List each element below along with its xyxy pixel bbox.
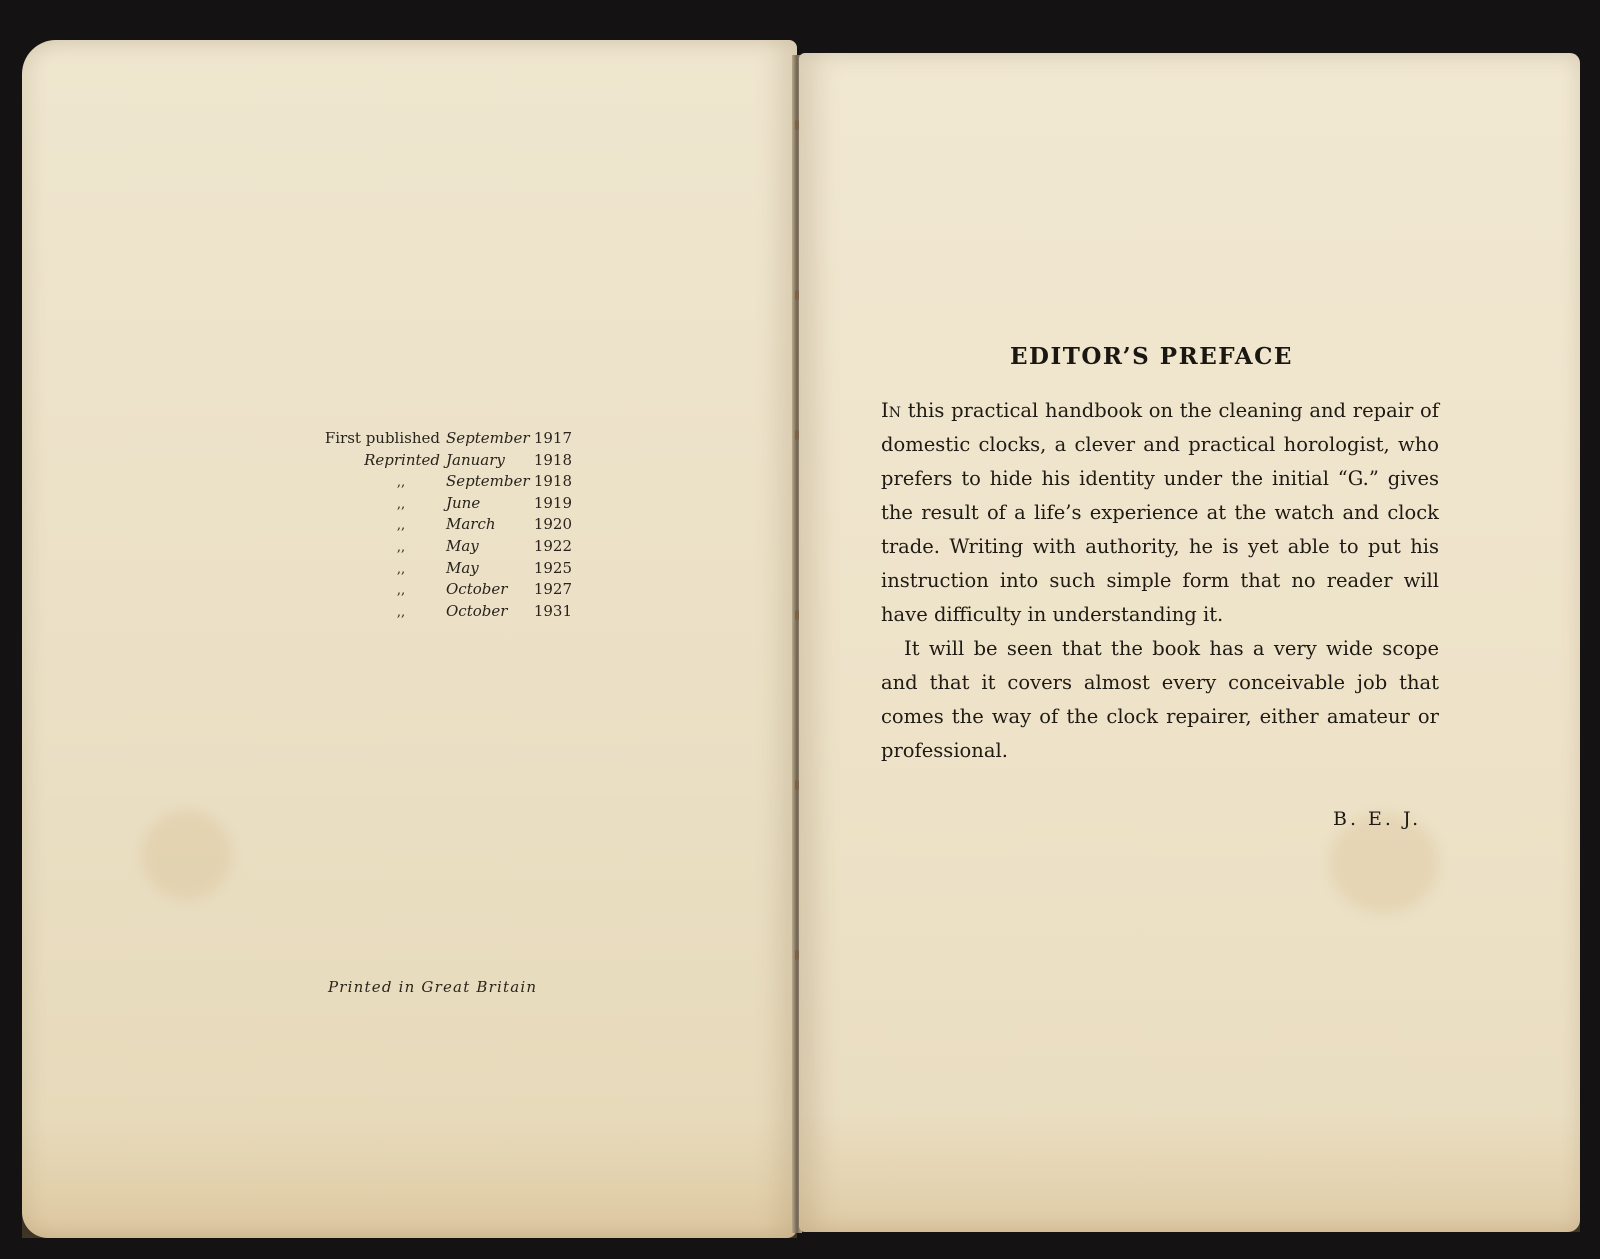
imprint-row xyxy=(282,428,572,450)
imprint-month: May xyxy=(446,536,479,555)
imprint-row xyxy=(282,471,572,493)
imprint-lead: First published xyxy=(324,429,440,447)
preface-body xyxy=(881,394,1439,768)
imprint-year: 1920 xyxy=(533,515,572,534)
preface-paragraph xyxy=(881,394,1439,632)
imprint-month: October xyxy=(446,601,508,620)
ditto-mark: ,, xyxy=(396,475,406,491)
imprint-year: 1917 xyxy=(533,429,572,447)
ditto-mark: ,, xyxy=(396,496,406,512)
imprint-year: 1918 xyxy=(533,472,572,491)
paragraph-text: this practical handbook on the cleaning and repair of domestic clocks, a clever and practical horologist, who prefers to hide his identity under the initial “G.” gives the result of a life’s experience at the watch and clock trade. Writing with authority, he is yet able to put his instruction into such simple form that no reader will have difficulty in understanding it. xyxy=(881,399,1439,626)
imprint-month: May xyxy=(446,558,479,577)
imprint-row xyxy=(282,450,572,472)
ditto-mark: ,, xyxy=(396,604,406,620)
water-damage-edge xyxy=(799,1112,1580,1232)
imprint-row xyxy=(282,601,572,623)
printed-in-note: Printed in Great Britain xyxy=(328,978,538,996)
water-damage-edge xyxy=(22,1118,797,1238)
small-caps-opening: In xyxy=(881,399,901,422)
imprint-year: 1925 xyxy=(533,558,572,577)
imprint-year: 1919 xyxy=(533,493,572,512)
ditto-mark: ,, xyxy=(396,561,406,577)
imprint-month: June xyxy=(446,493,481,512)
ditto-mark: ,, xyxy=(396,583,406,599)
imprint-year: 1927 xyxy=(533,580,572,599)
imprint-year: 1931 xyxy=(533,601,572,620)
ditto-mark: ,, xyxy=(396,539,406,555)
imprint-year: 1918 xyxy=(533,450,572,469)
imprint-month: January xyxy=(446,450,505,469)
imprint-month: September xyxy=(446,429,530,447)
imprint-year: 1922 xyxy=(533,536,572,555)
imprint-row xyxy=(282,493,572,515)
editor-signature: B. E. J. xyxy=(1333,808,1422,830)
imprint-month: September xyxy=(446,472,530,491)
imprint-row xyxy=(282,558,572,580)
page-title: EDITOR’S PREFACE xyxy=(1010,343,1293,370)
imprint-row xyxy=(282,514,572,536)
imprint-lead: Reprinted xyxy=(364,450,440,469)
imprint-month: October xyxy=(446,580,508,599)
imprint-row xyxy=(282,536,572,558)
ditto-mark: ,, xyxy=(396,518,406,534)
preface-paragraph: It will be seen that the book has a very wide scope and that it covers almost every conceivable job that comes the way of the clock repairer, either amateur or professional. xyxy=(881,637,1439,762)
imprint-month: March xyxy=(446,515,496,534)
imprint-row xyxy=(282,579,572,601)
left-page xyxy=(22,40,797,1238)
water-stain xyxy=(142,810,232,900)
publication-imprint xyxy=(282,428,572,622)
